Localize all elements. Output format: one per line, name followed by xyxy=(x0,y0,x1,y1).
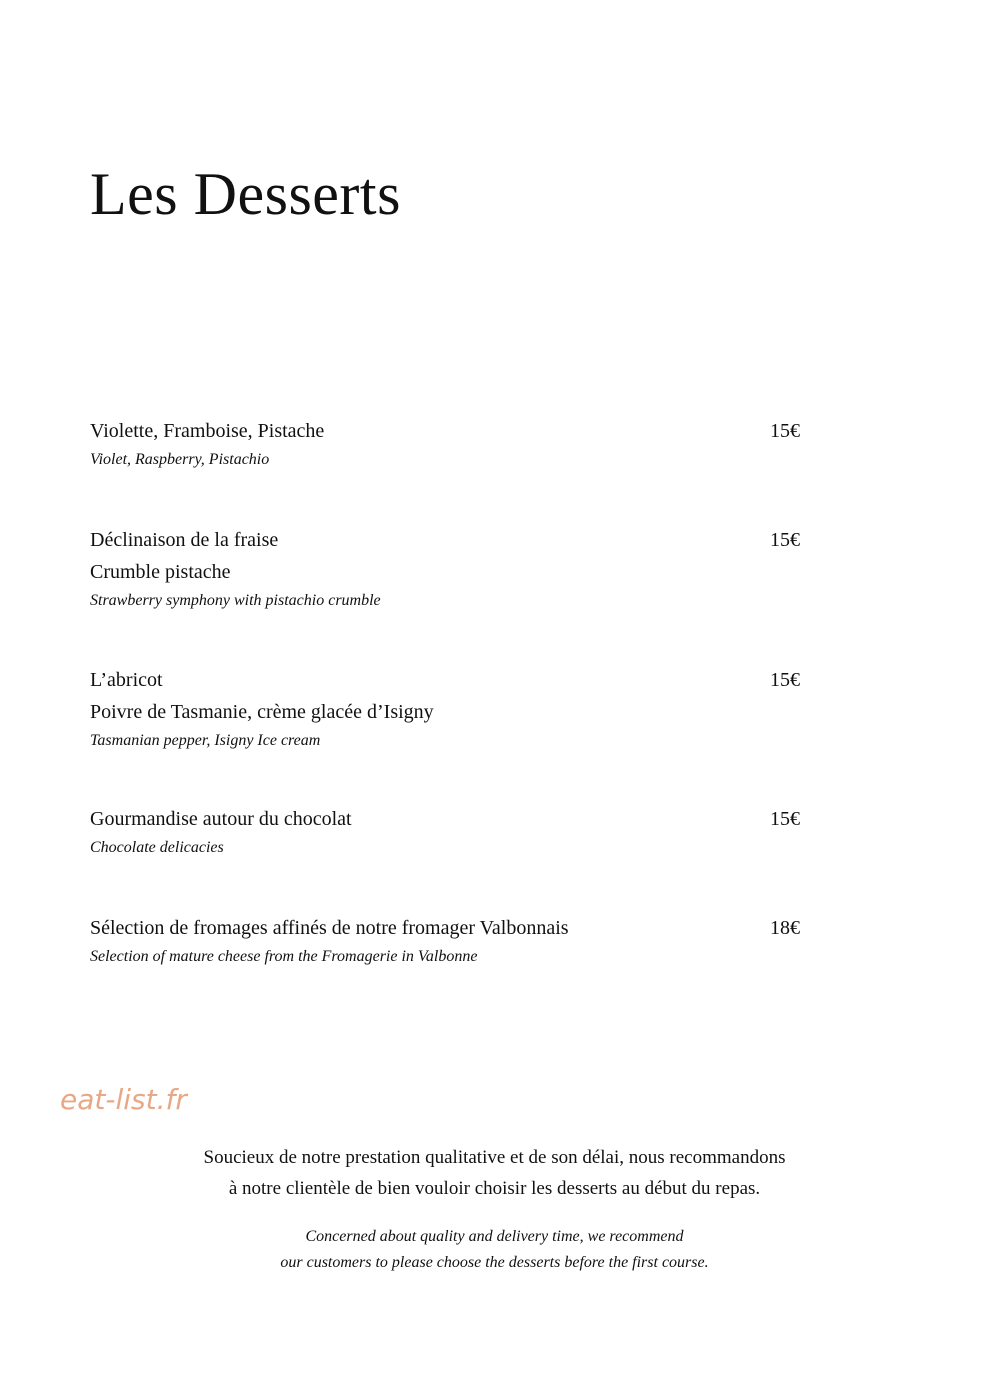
menu-item xyxy=(90,664,800,754)
item-name: Sélection de fromages affinés de notre fromager Valbonnais xyxy=(90,917,569,939)
item-row xyxy=(90,664,800,696)
notice-french xyxy=(0,1142,989,1204)
item-row xyxy=(90,415,800,447)
item-translation: Strawberry symphony with pistachio crumble xyxy=(90,592,381,609)
notice-line: Concerned about quality and delivery time, we recommend xyxy=(305,1228,684,1245)
item-price: 15€ xyxy=(770,529,800,551)
notice-english xyxy=(0,1224,989,1276)
item-subname: Crumble pistache xyxy=(90,561,231,583)
item-price: 18€ xyxy=(770,917,800,939)
item-name: Gourmandise autour du chocolat xyxy=(90,808,352,830)
item-name: Déclinaison de la fraise xyxy=(90,529,279,551)
item-translation: Tasmanian pepper, Isigny Ice cream xyxy=(90,732,321,749)
item-row xyxy=(90,803,800,835)
watermark: eat-list.fr xyxy=(60,1083,187,1116)
item-price: 15€ xyxy=(770,669,800,691)
notice-line: à notre clientèle de bien vouloir choisir les desserts au début du repas. xyxy=(228,1178,761,1199)
item-translation: Violet, Raspberry, Pistachio xyxy=(90,451,270,468)
notice-line: Soucieux de notre prestation qualitative et de son délai, nous recommandons xyxy=(203,1147,786,1168)
item-price: 15€ xyxy=(770,420,800,442)
menu-item xyxy=(90,912,800,970)
notice-line: our customers to please choose the desserts before the first course. xyxy=(280,1254,709,1271)
item-row xyxy=(90,524,800,556)
menu-item xyxy=(90,524,800,614)
page-title: Les Desserts xyxy=(90,161,401,227)
item-translation: Selection of mature cheese from the Fromagerie in Valbonne xyxy=(90,948,478,965)
menu-item xyxy=(90,415,800,473)
item-price: 15€ xyxy=(770,808,800,830)
menu-item xyxy=(90,803,800,861)
item-name: L’abricot xyxy=(90,669,163,691)
item-translation: Chocolate delicacies xyxy=(90,839,224,856)
item-row xyxy=(90,912,800,944)
item-name: Violette, Framboise, Pistache xyxy=(90,420,325,442)
item-subname: Poivre de Tasmanie, crème glacée d’Isigny xyxy=(90,701,434,723)
